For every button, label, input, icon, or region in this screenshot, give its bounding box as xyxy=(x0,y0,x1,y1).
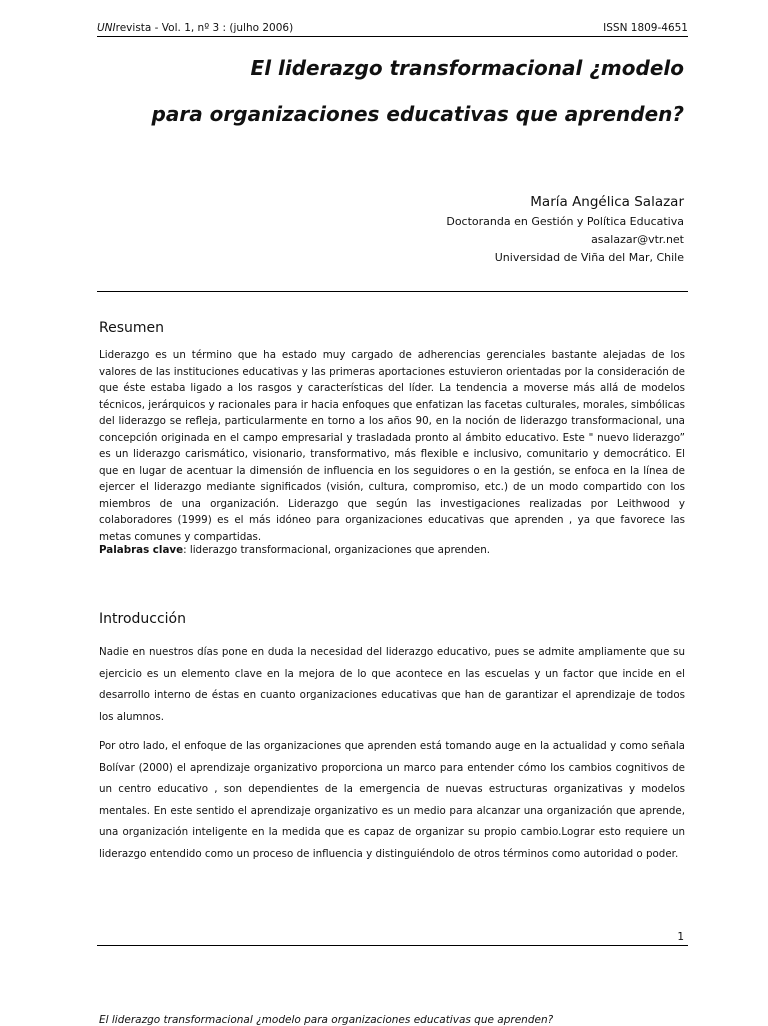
intro-paragraph-2: Por otro lado, el enfoque de las organizaciones que aprenden está tomando auge en la actualidad y como señala Bolívar (2000) el aprendizaje organizativo proporciona un marco para entender cómo los cambios cognitivos de un centro educativo , son dependientes de la emergencia de nuevas estructuras organizativas y modelos mentales. En este sentido el aprendizaje organizativo es un medio para alcanzar una organización que aprende, una organización inteligente en la medida que es capaz de organizar su propio cambio.Lograr esto requiere un liderazgo entendido como un proceso de influencia y distinguiéndolo de otros términos como autoridad o poder. xyxy=(99,740,685,860)
intro-paragraph-1: Nadie en nuestros días pone en duda la necesidad del liderazgo educativo, pues se admite ampliamente que su ejercicio es un elemento clave en la mejora de lo que acontece en las escuelas y un factor que incide en el desarrollo interno de éstas en cuanto organizaciones educativas que han de garantizar el aprendizaje de todos los alumnos. xyxy=(99,646,685,723)
abstract-heading: Resumen xyxy=(99,320,165,336)
author-name: María Angélica Salazar xyxy=(530,194,684,210)
keywords-label: Palabras clave xyxy=(99,544,184,556)
running-footer: El liderazgo transformacional ¿modelo para organizaciones educativas que aprenden? xyxy=(99,1014,554,1026)
running-header xyxy=(97,22,688,37)
introduction-heading: Introducción xyxy=(99,611,186,627)
keywords-list: : liderazgo transformacional, organizaciones que aprenden. xyxy=(183,544,491,556)
title-line-2: para organizaciones educativas que aprenden? xyxy=(151,102,684,126)
title-line-1: El liderazgo transformacional ¿modelo xyxy=(250,56,684,80)
abstract-text: Liderazgo es un término que ha estado muy cargado de adherencias gerenciales bastante alejadas de los valores de las instituciones educativas y las primeras aportaciones estuvieron orientadas por la consideración de que éste estaba ligado a los rasgos y características del líder. La tendencia a moverse más allá de modelos técnicos, jerárquicos y racionales para ir hacia enfoques que enfatizan las facetas culturales, morales, simbólicas del liderazgo se refleja, particularmente en torno a los años 90, en la noción de liderazgo transformacional, una concepción originada en el campo empresarial y trasladada pronto al ámbito educativo. Este " nuevo liderazgo” es un liderazgo carismático, visionario, transformativo, más flexible e inclusivo, comunitario y democrático. El que en lugar de acentuar la dimensión de influencia en los seguidores o en la gestión, se enfoca en la línea de ejercer el liderazgo mediante significados (visión, cultura, compromiso, etc.) de un modo compartido con los miembros de una organización. Liderazgo que según las investigaciones realizadas por Leithwood y colaboradores (1999) es el más idóneo para organizaciones educativas que aprenden , ya que favorece las metas comunes y compartidas. xyxy=(99,349,685,543)
keywords xyxy=(99,542,685,558)
journal-name-italic: UNI xyxy=(97,22,116,34)
journal-volume: revista - Vol. 1, nº 3 : (julho 2006) xyxy=(115,22,294,34)
divider-bottom xyxy=(97,945,688,946)
page-number: 1 xyxy=(677,931,684,943)
divider-top xyxy=(97,291,688,292)
issn: ISSN 1809-4651 xyxy=(603,22,688,34)
author-position: Doctoranda en Gestión y Política Educativa xyxy=(446,215,684,228)
journal-citation xyxy=(97,22,293,34)
author-institution: Universidad de Viña del Mar, Chile xyxy=(494,251,684,264)
author-email: asalazar@vtr.net xyxy=(591,233,684,246)
